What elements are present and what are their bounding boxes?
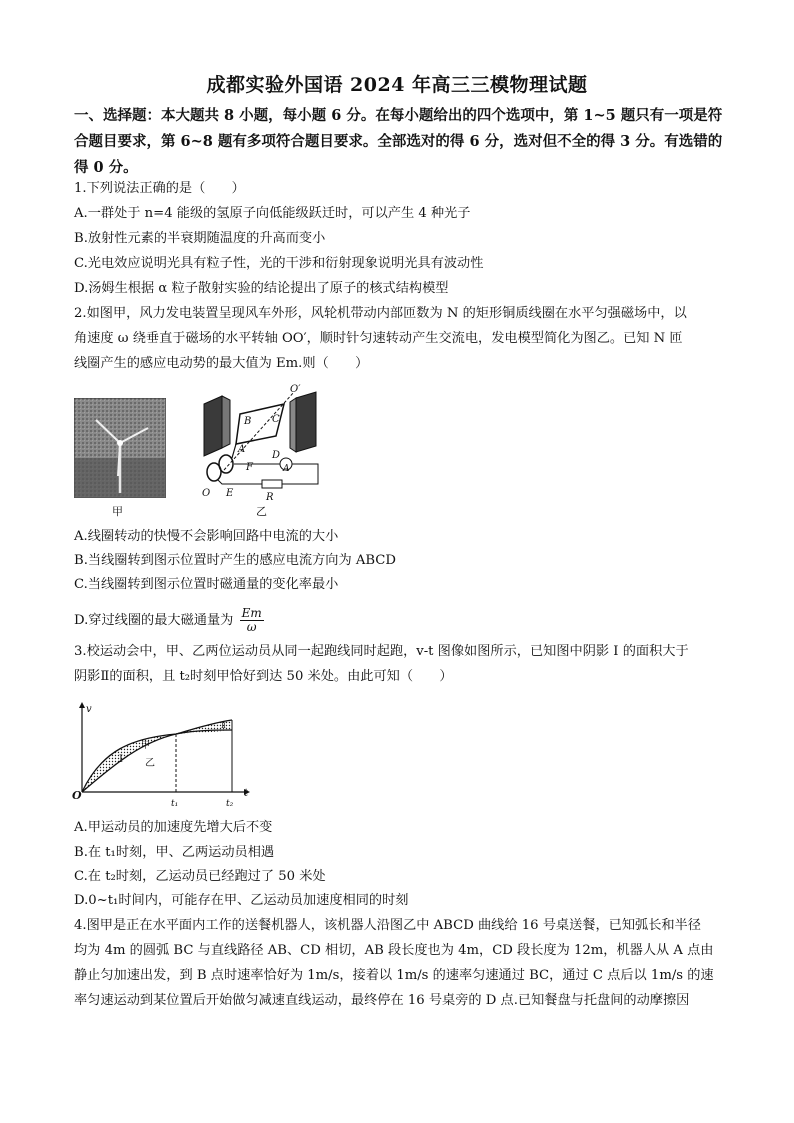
q2-stem-line3: 线圈产生的感应电动势的最大值为 Em.则（ ） — [74, 356, 369, 371]
section-header: 一、选择题：本大题共 8 小题，每小题 6 分。在每小题给出的四个选项中，第 1~5 题只有一项是符合题目要求，第 6~8 题有多项符合题目要求。全部选对的得 6 分，选对但不全的得 3 分。有选错的得 0 分。 — [74, 107, 723, 176]
fig-letter-o-prime: O′ — [290, 384, 301, 395]
fig-letter-a: A — [238, 444, 246, 455]
fig-letter-d: D — [272, 450, 281, 461]
q3-option-c: C.在 t₂时刻，乙运动员已经跑过了 50 米处 — [74, 869, 326, 884]
fig-letter-r: R — [266, 492, 274, 503]
graph-t1-label: t₁ — [171, 799, 179, 809]
q2-stem-line1: 2.如图甲，风力发电装置呈现风车外形，风轮机带动内部匝数为 N 的矩形铜质线圈在水平匀强磁场中，以 — [74, 306, 687, 321]
fraction-denominator: ω — [246, 620, 257, 634]
q3-option-d: D.0~t₁时间内，可能存在甲、乙运动员加速度相同的时刻 — [74, 893, 409, 908]
q2-option-b: B.当线圈转到图示位置时产生的感应电流方向为 ABCD — [74, 553, 396, 568]
graph-label-jia: 甲 — [141, 741, 151, 751]
fig-letter-e: E — [226, 488, 234, 499]
shaded-region-1 — [82, 734, 176, 792]
figure-label-yi: 乙 — [256, 505, 267, 518]
q2-option-d-text: D.穿过线圈的最大磁通量为 — [74, 613, 234, 628]
fig-letter-c: C — [272, 414, 280, 425]
fraction-numerator: Em — [241, 606, 262, 620]
q4-line4: 率匀速运动到某位置后开始做匀减速直线运动，最终停在 16 号桌旁的 D 点.已知餐盘与托盘间的动摩擦因 — [74, 993, 690, 1008]
graph-origin-label: O — [72, 789, 82, 802]
q4-line2: 均为 4m 的圆弧 BC 与直线路径 AB、CD 相切，AB 段长度也为 4m，CD 段长度为 12m，机器人从 A 点由 — [74, 943, 714, 958]
generator-diagram — [196, 384, 326, 500]
windmill-photo — [74, 398, 166, 498]
q1-option-a: A.一群处于 n=4 能级的氢原子向低能级跃迁时，可以产生 4 种光子 — [74, 206, 471, 221]
q3-option-a: A.甲运动员的加速度先增大后不变 — [74, 820, 273, 835]
fig-letter-f: F — [246, 462, 253, 473]
q1-stem: 1.下列说法正确的是（ ） — [74, 181, 245, 196]
exam-title: 成都实验外国语 2024 年高三三模物理试题 — [206, 74, 588, 96]
q3-stem-line1: 3.校运动会中，甲、乙两位运动员从同一起跑线同时起跑，v-t 图像如图所示，已知图中阴影 I 的面积大于 — [74, 644, 689, 659]
graph-region-1-label: Ⅰ — [119, 754, 123, 765]
q2-option-d — [74, 607, 734, 634]
q1-option-b: B.放射性元素的半衰期随温度的升高而变小 — [74, 231, 326, 246]
q2-option-c: C.当线圈转到图示位置时磁通量的变化率最小 — [74, 577, 339, 592]
graph-label-yi: 乙 — [145, 758, 155, 769]
fig-letter-o: O — [202, 488, 211, 499]
graph-axis-t-label: t — [244, 788, 249, 799]
fig-letter-ammeter: A — [283, 464, 290, 474]
graph-t2-label: t₂ — [226, 799, 234, 809]
figure-label-jia: 甲 — [112, 505, 123, 518]
q4-line3: 静止匀加速出发，到 B 点时速率恰好为 1m/s，接着以 1m/s 的速率匀速通过 BC，通过 C 点后以 1m/s 的速 — [74, 968, 714, 983]
q1-option-d: D.汤姆生根据 α 粒子散射实验的结论提出了原子的核式结构模型 — [74, 281, 449, 296]
q2-stem-line2: 角速度 ω 绕垂直于磁场的水平转轴 OO′，顺时针匀速转动产生交流电，发电模型简化为图乙。已知 N 匝 — [74, 331, 683, 346]
fraction-em-over-omega — [240, 607, 264, 634]
q4-line1: 4.图甲是正在水平面内工作的送餐机器人，该机器人沿图乙中 ABCD 曲线给 16 号桌送餐，已知弧长和半径 — [74, 918, 701, 933]
q3-option-b: B.在 t₁时刻，甲、乙两运动员相遇 — [74, 845, 275, 860]
graph-region-2-label: Ⅱ — [221, 722, 226, 730]
fig-letter-b: B — [244, 416, 252, 427]
q1-option-c: C.光电效应说明光具有粒子性，光的干涉和衍射现象说明光具有波动性 — [74, 256, 484, 271]
graph-axis-v-label: v — [86, 704, 92, 715]
q3-stem-line2: 阴影Ⅱ的面积，且 t₂时刻甲恰好到达 50 米处。由此可知（ ） — [74, 669, 453, 684]
q2-option-a: A.线圈转动的快慢不会影响回路中电流的大小 — [74, 529, 339, 544]
